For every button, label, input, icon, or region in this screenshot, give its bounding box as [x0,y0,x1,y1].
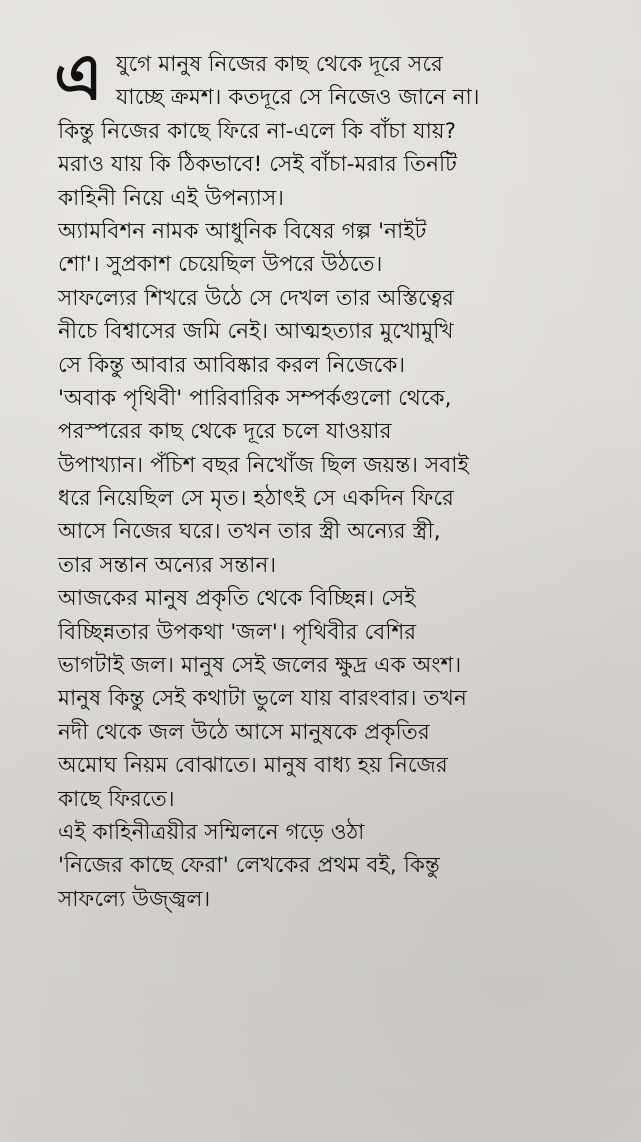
text-line: মরাও যায় কি ঠিকভাবে! সেই বাঁচা-মরার তিনটি [58,152,457,178]
text-line: বিচ্ছিন্নতার উপকথা 'জল'। পৃথিবীর বেশির [58,619,417,645]
text-line: আসে নিজের ঘরে। তখন তার স্ত্রী অন্যের স্ত্রী, [58,519,441,545]
text-line: শো'। সুপ্রকাশ চেয়েছিল উপরে উঠতে। [58,252,383,278]
text-line: আজকের মানুষ প্রকৃতি থেকে বিচ্ছিন্ন। সেই [58,586,416,612]
text-line: সাফল্যের শিখরে উঠে সে দেখল তার অস্তিত্বের [58,285,454,311]
text-line: অ্যামবিশন নামক আধুনিক বিষের গল্প 'নাইট [58,218,427,244]
text-line: কিন্তু নিজের কাছে ফিরে না-এলে কি বাঁচা যায়? [58,118,457,144]
text-line: ধরে নিয়েছিল সে মৃত। হঠাৎই সে একদিন ফিরে [58,486,454,512]
blurb-text [54,40,618,916]
text-line: 'অবাক পৃথিবী' পারিবারিক সম্পর্কগুলো থেকে, [58,385,452,411]
text-line: ভাগটাই জল। মানুষ সেই জলের ক্ষুদ্র এক অংশ। [58,653,462,679]
text-line: পরস্পরের কাছ থেকে দূরে চলে যাওয়ার [58,419,392,445]
text-line: অমোঘ নিয়ম বোঝাতে। মানুষ বাধ্য হয় নিজের [58,753,448,779]
text-line: কাহিনী নিয়ে এই উপন্যাস। [58,185,285,211]
text-line: যুগে মানুষ নিজের কাছ থেকে দূরে সরে [116,52,443,77]
text-line: সে কিন্তু আবার আবিষ্কার করল নিজেকে। [58,352,406,378]
text-line: তার সন্তান অন্যের সন্তান। [58,552,277,578]
text-line: নীচে বিশ্বাসের জমি নেই। আত্মহত্যার মুখোমুখি [58,319,454,345]
text-line: 'নিজের কাছে ফেরা' লেখকের প্রথম বই, কিন্তু [58,853,440,879]
text-line: নদী থেকে জল উঠে আসে মানুষকে প্রকৃতির [58,719,430,745]
text-line: উপাখ্যান। পঁচিশ বছর নিখোঁজ ছিল জয়ন্ত। সবাই [58,452,469,478]
text-line: কাছে ফিরতে। [58,786,175,812]
text-line: যাচ্ছে ক্রমশ। কতদূরে সে নিজেও জানে না। [116,85,480,111]
drop-cap: এ [54,40,103,115]
text-line: মানুষ কিন্তু সেই কথাটা ভুলে যায় বারংবার। তখন [58,686,467,712]
text-line: এই কাহিনীত্রয়ীর সম্মিলনে গড়ে ওঠা [58,819,365,845]
text-line: সাফল্যে উজ্জ্বল। [58,886,211,912]
